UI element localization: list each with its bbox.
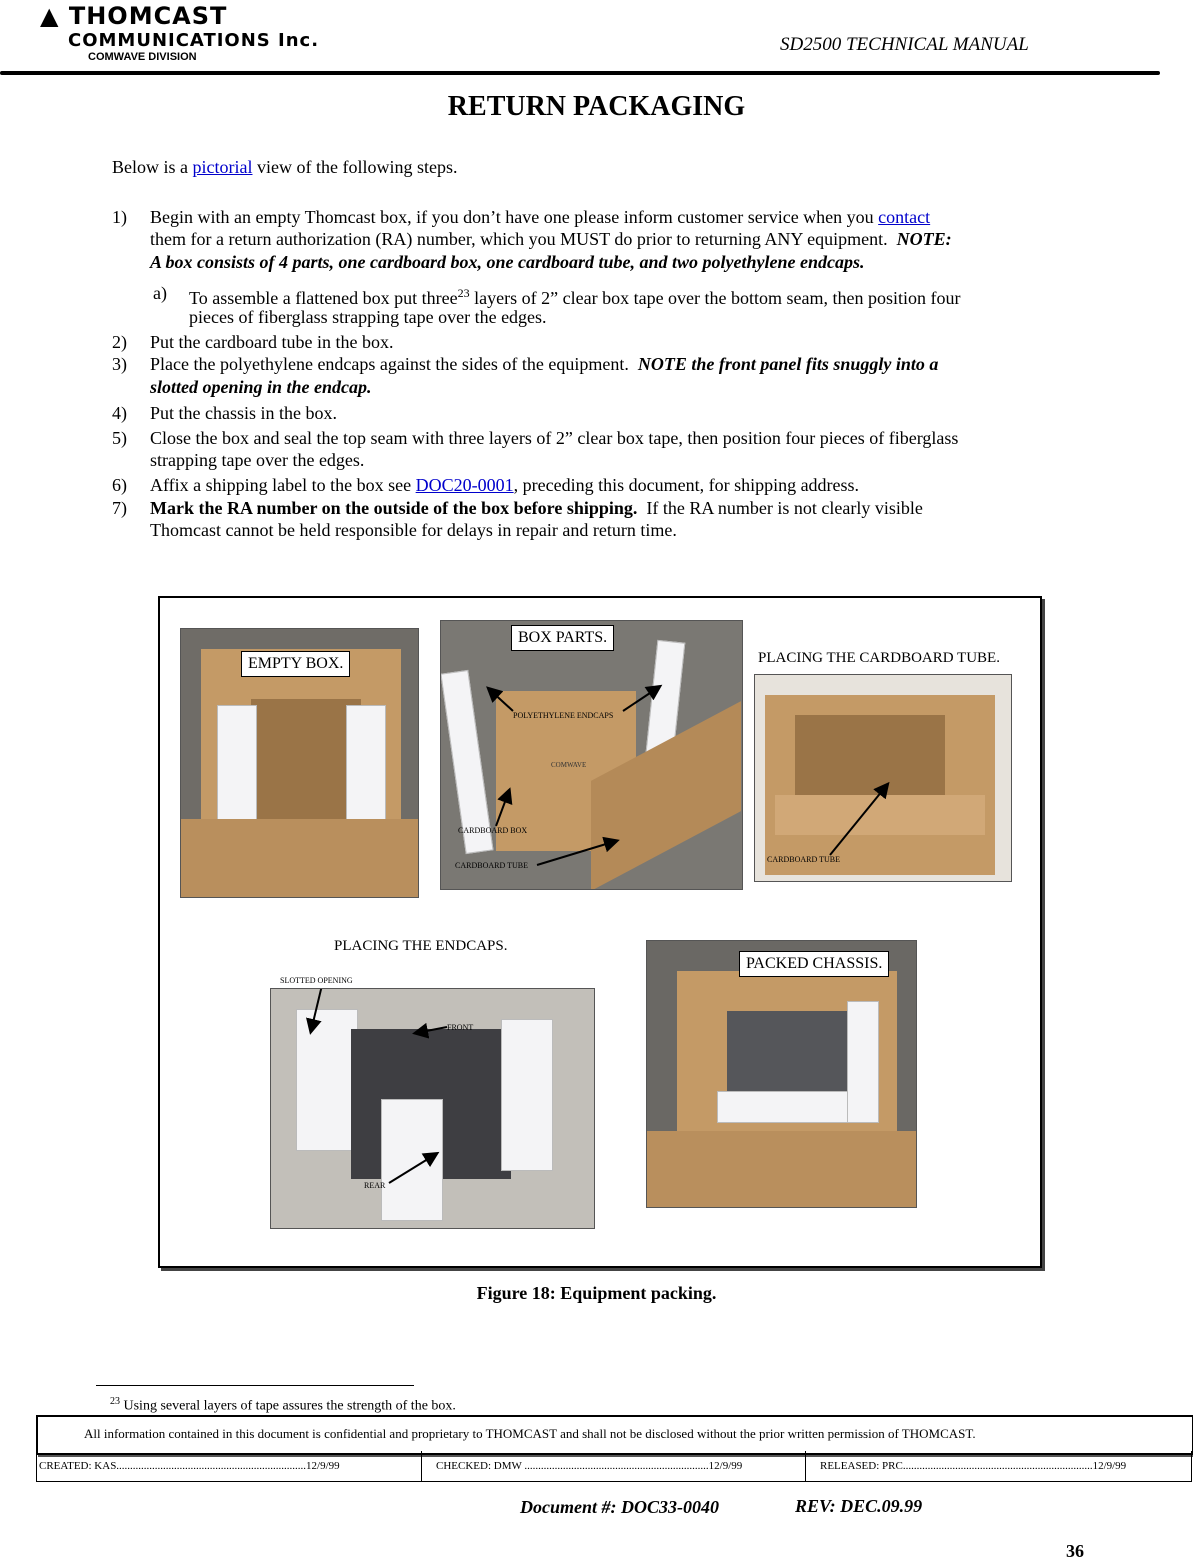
- step-1a-text: To assemble a flattened box put three$^{23}$ layers of 2” clear box tape over the bottom seam, then position four: [189, 286, 961, 308]
- contact-link[interactable]: contact: [878, 207, 931, 227]
- label-slotted-opening: SLOTTED OPENING: [280, 976, 353, 985]
- step-number: 2): [112, 332, 127, 352]
- label-rear: REAR: [364, 1181, 386, 1190]
- label-box-parts: BOX PARTS.: [511, 625, 614, 651]
- footnote: $^{23}$ Using several layers of tape assures the strength of the box.: [110, 1396, 456, 1414]
- signoff-table: [36, 1451, 1192, 1482]
- created-cell: CREATED: KAS.....................................................................12/9/99: [39, 1460, 340, 1472]
- document-number: Document #: DOC33-0040: [520, 1497, 719, 1517]
- arrow-placing-tube: [755, 675, 1011, 881]
- label-cardboard-tube: CARDBOARD TUBE: [455, 861, 528, 870]
- confidentiality-text: All information contained in this document is confidential and proprietary to THOMCAST and shall not be disclosed without the prior written permission of THOMCAST.: [84, 1426, 976, 1441]
- step-number: 7): [112, 498, 127, 518]
- box-brand-mark: COMWAVE: [551, 761, 587, 769]
- footnote-ref: 23: [457, 286, 470, 300]
- label-front: FRONT: [447, 1023, 474, 1032]
- division-name: COMWAVE DIVISION: [88, 51, 197, 63]
- step-2-text: Put the cardboard tube in the box.: [150, 332, 394, 352]
- step-number: 5): [112, 428, 127, 448]
- footnote-divider: [96, 1385, 414, 1386]
- step-number: 1): [112, 207, 127, 227]
- note-label: NOTE:: [896, 229, 952, 249]
- checked-cell: CHECKED: DMW ...................................................................12/9/99: [421, 1451, 816, 1481]
- manual-title: SD2500 TECHNICAL MANUAL: [780, 34, 1029, 55]
- photo-placing-tube: [754, 674, 1012, 882]
- arrows-placing-endcaps: [271, 989, 594, 1228]
- photo-empty-box: [180, 628, 419, 898]
- step-5-text-cont: strapping tape over the edges.: [150, 450, 365, 470]
- step-number: 6): [112, 475, 127, 495]
- step-number: a): [153, 283, 167, 303]
- label-empty-box: EMPTY BOX.: [241, 651, 350, 677]
- label-cardboard-tube: CARDBOARD TUBE: [767, 855, 840, 864]
- step-7-text: Mark the RA number on the outside of the box before shipping. If the RA number is not clearly visible: [150, 498, 923, 518]
- revision: REV: DEC.09.99: [795, 1496, 923, 1516]
- photo-packed-chassis: [646, 940, 917, 1208]
- label-cardboard-box: CARDBOARD BOX: [458, 826, 528, 835]
- step-4-text: Put the chassis in the box.: [150, 403, 337, 423]
- photo-placing-endcaps: [270, 988, 595, 1229]
- photo-box-parts: [440, 620, 743, 890]
- step-6-text: Affix a shipping label to the box see DOC20-0001, preceding this document, for shipping address.: [150, 475, 860, 495]
- doc20-0001-link[interactable]: DOC20-0001: [415, 475, 514, 495]
- step-1-text: Begin with an empty Thomcast box, if you don’t have one please inform customer service when you contact: [150, 207, 931, 227]
- step-3-note: slotted opening in the endcap.: [150, 377, 372, 397]
- page-title: RETURN PACKAGING: [447, 91, 746, 122]
- step-3-text: Place the polyethylene endcaps against the sides of the equipment. NOTE the front panel fits snuggly into a: [150, 354, 939, 374]
- step-number: 3): [112, 354, 127, 374]
- header-divider: [0, 71, 1160, 75]
- figure-caption: Figure 18: Equipment packing.: [476, 1283, 717, 1303]
- step-1a-text-cont: pieces of fiberglass strapping tape over the edges.: [189, 307, 547, 327]
- label-placing-tube: PLACING THE CARDBOARD TUBE.: [758, 650, 1000, 666]
- label-polyethylene-endcaps: POLYETHYLENE ENDCAPS: [513, 711, 614, 720]
- confidentiality-notice: [36, 1415, 1193, 1455]
- intro-paragraph: Below is a pictorial view of the following steps.: [112, 157, 458, 177]
- company-name: THOMCAST: [68, 2, 228, 30]
- company-logo: [40, 2, 227, 30]
- step-1-text-cont: them for a return authorization (RA) number, which you MUST do prior to returning ANY equipment. NOTE:: [150, 229, 952, 249]
- figure-equipment-packing: [158, 596, 1042, 1268]
- pictorial-link[interactable]: pictorial: [192, 157, 253, 177]
- label-placing-endcaps: PLACING THE ENDCAPS.: [334, 938, 508, 954]
- label-packed-chassis: PACKED CHASSIS.: [739, 951, 889, 977]
- logo-icon: ▲: [40, 2, 60, 30]
- released-cell: RELEASED: PRC.....................................................................12/9/99: [805, 1451, 1190, 1481]
- step-7-text-cont: Thomcast cannot be held responsible for delays in repair and return time.: [150, 520, 677, 540]
- arrows-box-parts: [441, 621, 742, 889]
- page-number: 36: [1066, 1541, 1084, 1561]
- step-5-text: Close the box and seal the top seam with three layers of 2” clear box tape, then position four pieces of fiberglass: [150, 428, 959, 448]
- company-subname: COMMUNICATIONS Inc.: [68, 30, 320, 51]
- step-number: 4): [112, 403, 127, 423]
- step-1-note: A box consists of 4 parts, one cardboard box, one cardboard tube, and two polyethylene endcaps.: [150, 252, 865, 272]
